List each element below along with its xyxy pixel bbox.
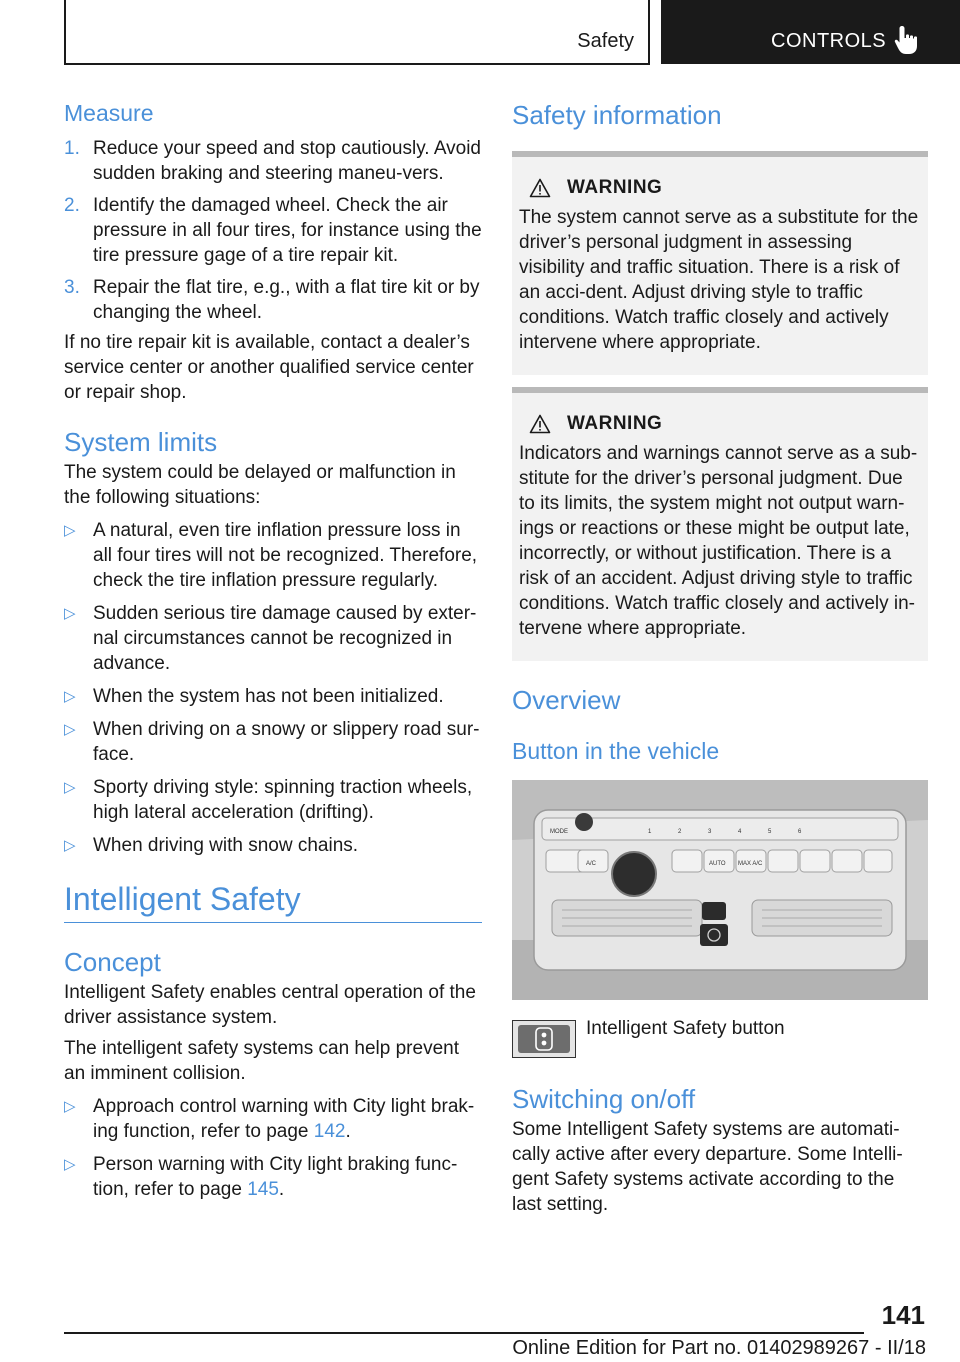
list-item: ▷ When driving on a snowy or slippery road sur‐face. xyxy=(64,718,480,765)
warning-triangle-icon xyxy=(529,178,551,198)
safety-information-heading: Safety information xyxy=(512,100,722,130)
concept-paragraph-2: The intelligent safety systems can help prevent an imminent collision. xyxy=(64,1038,459,1085)
svg-text:MAX A/C: MAX A/C xyxy=(738,860,763,867)
dashboard-control-panel-photo xyxy=(512,780,928,1000)
list-item: ▷ When driving with snow chains. xyxy=(64,834,359,856)
warning-box-1 xyxy=(512,151,928,375)
list-item: 3. Repair the flat tire, e.g., with a flat tire kit or by changing the wheel. xyxy=(64,276,480,323)
bullet-triangle-icon: ▷ xyxy=(64,687,76,705)
switching-on-off-text: Some Intelligent Safety systems are automati‐cally active after every departure. Some Intelli‐gent Safety systems activate according to the last setting. xyxy=(512,1119,903,1216)
svg-text:A/C: A/C xyxy=(586,860,597,867)
warning-title: WARNING xyxy=(529,413,922,435)
footer-edition-text: Online Edition for Part no. 01402989267 - II/18 xyxy=(512,1337,926,1359)
concept-list xyxy=(64,1094,482,1202)
svg-text:5: 5 xyxy=(768,828,772,835)
bullet-triangle-icon: ▷ xyxy=(64,778,76,796)
intelligent-safety-button-row xyxy=(512,1017,928,1058)
bullet-triangle-icon: ▷ xyxy=(64,720,76,738)
footer-rule xyxy=(64,1332,864,1334)
list-item: ▷ Sporty driving style: spinning traction wheels, high lateral acceleration (drifting). xyxy=(64,776,473,823)
svg-text:3: 3 xyxy=(708,828,712,835)
header-chapter-label: CONTROLS xyxy=(771,30,887,52)
list-item: 2. Identify the damaged wheel. Check the air pressure in all four tires, for instance using the tire pressure gage of a tire repair kit. xyxy=(64,194,482,266)
list-item: ▷ When the system has not been initialized. xyxy=(64,685,444,707)
svg-text:AUTO: AUTO xyxy=(709,860,726,867)
bullet-triangle-icon: ▷ xyxy=(64,836,76,854)
svg-text:6: 6 xyxy=(798,828,802,835)
svg-text:4: 4 xyxy=(738,828,742,835)
right-column xyxy=(512,100,928,1217)
bullet-triangle-icon: ▷ xyxy=(64,1156,76,1174)
svg-text:MODE: MODE xyxy=(550,828,568,835)
intelligent-safety-button-icon xyxy=(512,1020,576,1058)
intelligent-safety-button-caption: Intelligent Safety button xyxy=(586,1017,785,1039)
list-item: ▷ Approach control warning with City light brak‐ing function, refer to page 142. xyxy=(64,1096,475,1143)
svg-text:2: 2 xyxy=(678,828,682,835)
measure-steps xyxy=(64,136,482,325)
warning-title: WARNING xyxy=(529,177,922,199)
list-item: ▷ Sudden serious tire damage caused by exter‐nal circumstances cannot be recognized in advance. xyxy=(64,602,477,674)
bullet-triangle-icon: ▷ xyxy=(64,521,76,539)
list-item: 1. Reduce your speed and stop cautiously. Avoid sudden braking and steering maneu‐vers. xyxy=(64,137,481,184)
intelligent-safety-heading-wrap xyxy=(64,880,482,923)
intelligent-safety-heading: Intelligent Safety xyxy=(64,880,301,917)
bullet-triangle-icon: ▷ xyxy=(64,1098,76,1116)
svg-text:1: 1 xyxy=(648,828,652,835)
warning-triangle-icon xyxy=(529,414,551,434)
switching-on-off-heading: Switching on/off xyxy=(512,1083,696,1114)
warning-box-2 xyxy=(512,387,928,661)
header-left-rule xyxy=(64,0,66,64)
system-limits-heading: System limits xyxy=(64,426,218,457)
measure-paragraph: If no tire repair kit is available, contact a dealer’s service center or another qualified service center or repair shop. xyxy=(64,331,474,403)
page-link-145[interactable]: 145 xyxy=(247,1179,279,1201)
list-item: ▷ Person warning with City light braking func‐tion, refer to page 145. xyxy=(64,1154,458,1201)
page-number: 141 xyxy=(881,1300,925,1330)
warning-text-2: Indicators and warnings cannot serve as a sub‐stitute for the driver’s personal judgment. Due to its limits, the system might not output warn‐ings or reactions or these might be output late, incorrectly, or without justification. There is a risk of an accident. Adjust driving style to traffic conditions. Watch traffic closely and actively in‐tervene where appropriate. xyxy=(519,443,918,640)
left-column xyxy=(64,100,482,1210)
system-limits-list xyxy=(64,518,482,858)
list-item: ▷ A natural, even tire inflation pressure loss in all four tires will not be recognized. Therefore, check the tire inflation pressure regularly. xyxy=(64,519,478,591)
warning-text-1: The system cannot serve as a substitute for the driver’s personal judgment in assessing visibility and traffic situation. There is a risk of an acci‐dent. Adjust driving style to traffic conditions. Watch traffic closely and actively intervene where appropriate. xyxy=(519,207,919,354)
header-chapter-tab xyxy=(661,0,960,64)
header-section-title: Safety xyxy=(577,30,634,52)
concept-heading: Concept xyxy=(64,947,161,978)
button-in-vehicle-heading: Button in the vehicle xyxy=(512,738,720,765)
header-divider xyxy=(648,0,650,64)
overview-heading: Overview xyxy=(512,685,621,716)
page-link-142[interactable]: 142 xyxy=(313,1121,346,1143)
header-bottom-rule xyxy=(64,63,650,65)
bullet-triangle-icon: ▷ xyxy=(64,604,76,622)
concept-paragraph-1: Intelligent Safety enables central operation of the driver assistance system. xyxy=(64,982,476,1029)
pointing-hand-icon xyxy=(893,24,923,56)
measure-heading: Measure xyxy=(64,100,154,126)
system-limits-intro: The system could be delayed or malfunction in the following situations: xyxy=(64,461,456,508)
